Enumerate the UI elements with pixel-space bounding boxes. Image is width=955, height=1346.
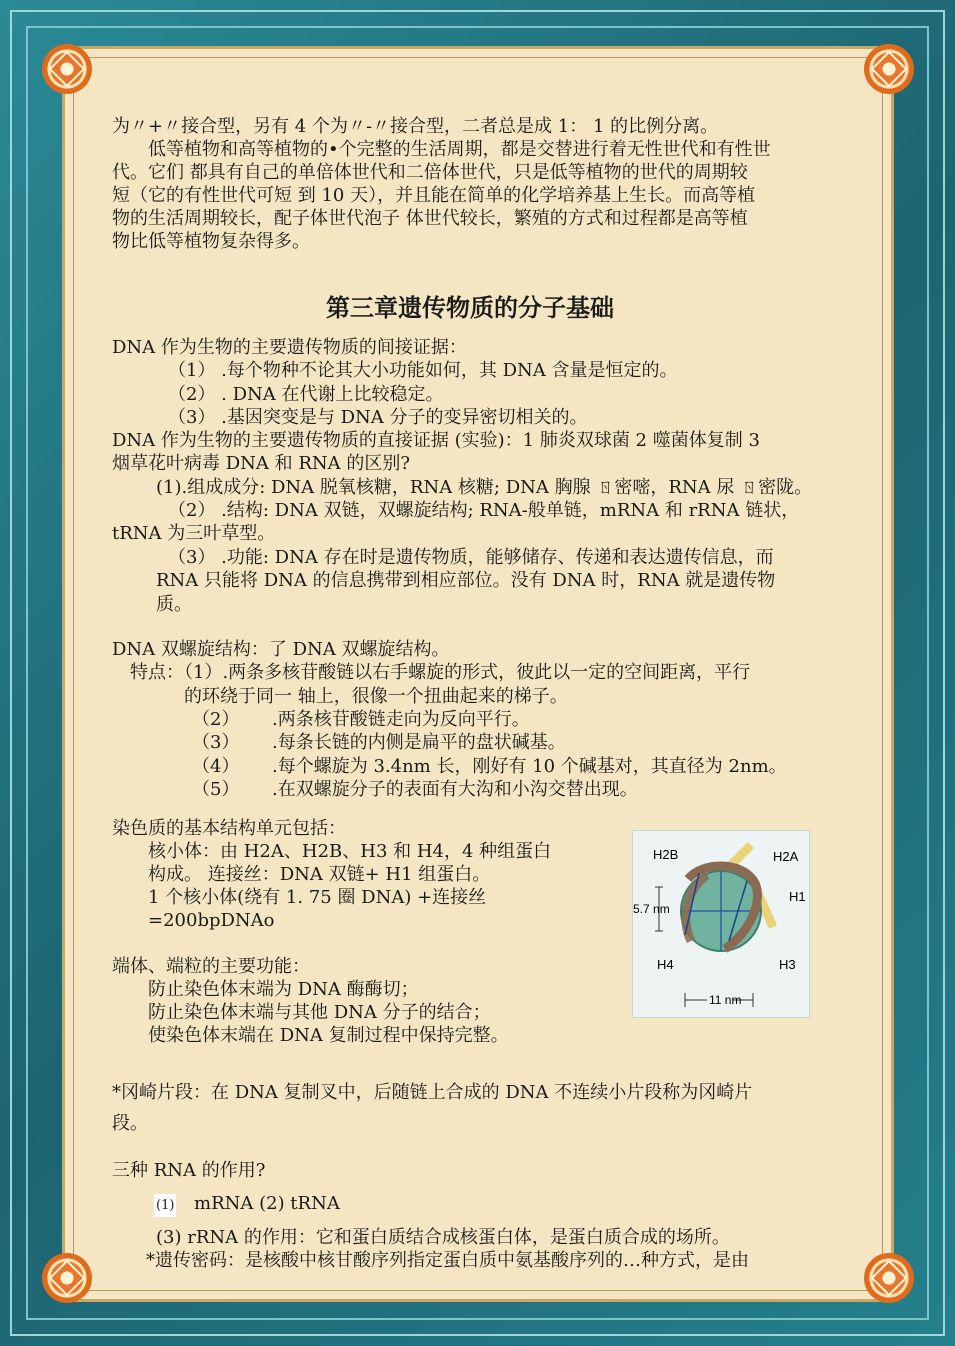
list-item: .每条长链的内侧是扁平的盘状碱基。 xyxy=(272,732,566,753)
list-item: tRNA 为三叶草型。 xyxy=(112,523,276,544)
corner-ornament-icon xyxy=(42,1253,92,1303)
label-h3: H3 xyxy=(779,957,796,972)
list-item: .两条核苷酸链走向为反向平行。 xyxy=(272,709,530,730)
list-item: (1).组成成分: DNA 脱氧核糖，RNA 核糖; DNA 胸腺 ㄖ密嘧，RNA 尿 ㄖ密陇。 xyxy=(156,477,813,498)
body-line: 防止染色体末端为 DNA 酶酶切； xyxy=(148,979,419,1000)
intro-line: 物的生活周期较长，配子体世代泡子 体世代较长，繁殖的方式和过程都是高等植 xyxy=(112,208,748,229)
list-item: （2） .结构: DNA 双链，双螺旋结构; RNA-般单链，mRNA 和 rRNA 链状， xyxy=(168,500,800,521)
list-item: （1） .每个物种不论其大小功能如何，其 DNA 含量是恒定的。 xyxy=(168,360,678,381)
intro-line: 低等植物和高等植物的•个完整的生活周期，都是交替进行着无性世代和有性世 xyxy=(148,139,771,160)
list-item-number: （2） xyxy=(192,709,240,730)
label-height: 5.7 nm xyxy=(633,902,670,916)
label-width: 11 nm xyxy=(709,993,742,1007)
list-item: 的环绕于同一 轴上，很像一个扭曲起来的梯子。 xyxy=(184,686,568,707)
list-item: RNA 只能将 DNA 的信息携带到相应部位。没有 DNA 时，RNA 就是遗传物 xyxy=(156,570,776,591)
body-line: 1 个核小体(绕有 1. 75 圈 DNA) +连接丝 xyxy=(148,887,487,908)
list-item-number: （3） xyxy=(192,732,240,753)
corner-ornament-icon xyxy=(42,44,92,94)
corner-ornament-icon xyxy=(864,1253,914,1303)
list-item: （2） . DNA 在代谢上比较稳定。 xyxy=(168,384,444,405)
list-item: .每个螺旋为 3.4nm 长，刚好有 10 个碱基对，其直径为 2nm。 xyxy=(272,756,787,777)
body-line: 段。 xyxy=(112,1113,148,1134)
section-heading: DNA 作为生物的主要遗传物质的直接证据 (实验)：1 肺炎双球菌 2 噬菌体复制 3 xyxy=(112,430,760,451)
list-item-number: （4） xyxy=(192,756,240,777)
body-line: mRNA (2) tRNA xyxy=(194,1193,340,1214)
label-h2b: H2B xyxy=(653,847,679,862)
body-line: *冈崎片段：在 DNA 复制叉中，后随链上合成的 DNA 不连续小片段称为冈崎片 xyxy=(112,1082,753,1103)
list-marker: (1) xyxy=(154,1194,176,1217)
list-item: 特点：（1）.两条多核苷酸链以右手螺旋的形式，彼此以一定的空间距离，平行 xyxy=(130,662,751,683)
list-item: （3） .功能: DNA 存在时是遗传物质，能够储存、传递和表达遗传信息，而 xyxy=(168,547,774,568)
top-fragment: 为〃+〃接合型，另有 4 个为〃-〃接合型，二者总是成 1： 1 的比例分离。 xyxy=(112,116,719,137)
label-h2a: H2A xyxy=(773,849,799,864)
body-line: 防止染色体末端与其他 DNA 分子的结合； xyxy=(148,1002,491,1023)
list-item: .在双螺旋分子的表面有大沟和小沟交替出现。 xyxy=(272,779,638,800)
body-line: 构成。 连接丝：DNA 双链+ H1 组蛋白。 xyxy=(148,864,491,885)
label-h1: H1 xyxy=(789,889,806,904)
section-heading: 三种 RNA 的作用? xyxy=(112,1160,266,1181)
section-heading: 染色质的基本结构单元包括： xyxy=(112,818,346,839)
chapter-title: 第三章遗传物质的分子基础 xyxy=(326,293,614,322)
section-heading: 烟草花叶病毒 DNA 和 RNA 的区别? xyxy=(112,453,411,474)
intro-line: 短（它的有性世代可短 到 10 天），并且能在简单的化学培养基上生长。而高等植 xyxy=(112,185,756,206)
list-item: 质。 xyxy=(156,594,192,615)
body-line: 使染色体末端在 DNA 复制过程中保持完整。 xyxy=(148,1025,509,1046)
nucleosome-figure xyxy=(632,830,810,1018)
body-line: *遗传密码：是核酸中核甘酸序列指定蛋白质中氨基酸序列的…种方式，是由 xyxy=(146,1250,749,1271)
body-line: =200bpDNAo xyxy=(148,910,275,931)
section-heading: DNA 作为生物的主要遗传物质的间接证据： xyxy=(112,337,467,358)
list-item: （3） .基因突变是与 DNA 分子的变异密切相关的。 xyxy=(168,407,588,428)
corner-ornament-icon xyxy=(864,44,914,94)
label-h4: H4 xyxy=(657,957,674,972)
section-heading: DNA 双螺旋结构：了 DNA 双螺旋结构。 xyxy=(112,639,450,660)
list-item-number: （5） xyxy=(192,779,240,800)
intro-line: 物比低等植物复杂得多。 xyxy=(112,231,310,252)
body-line: (3) rRNA 的作用：它和蛋白质结合成核蛋白体，是蛋白质合成的场所。 xyxy=(156,1227,730,1248)
body-line: 核小体：由 H2A、H2B、H3 和 H4，4 种组蛋白 xyxy=(148,841,552,862)
intro-line: 代。它们 都具有自己的单倍体世代和二倍体世代，只是低等植物的世代的周期较 xyxy=(112,162,748,183)
section-heading: 端体、端粒的主要功能： xyxy=(112,956,310,977)
